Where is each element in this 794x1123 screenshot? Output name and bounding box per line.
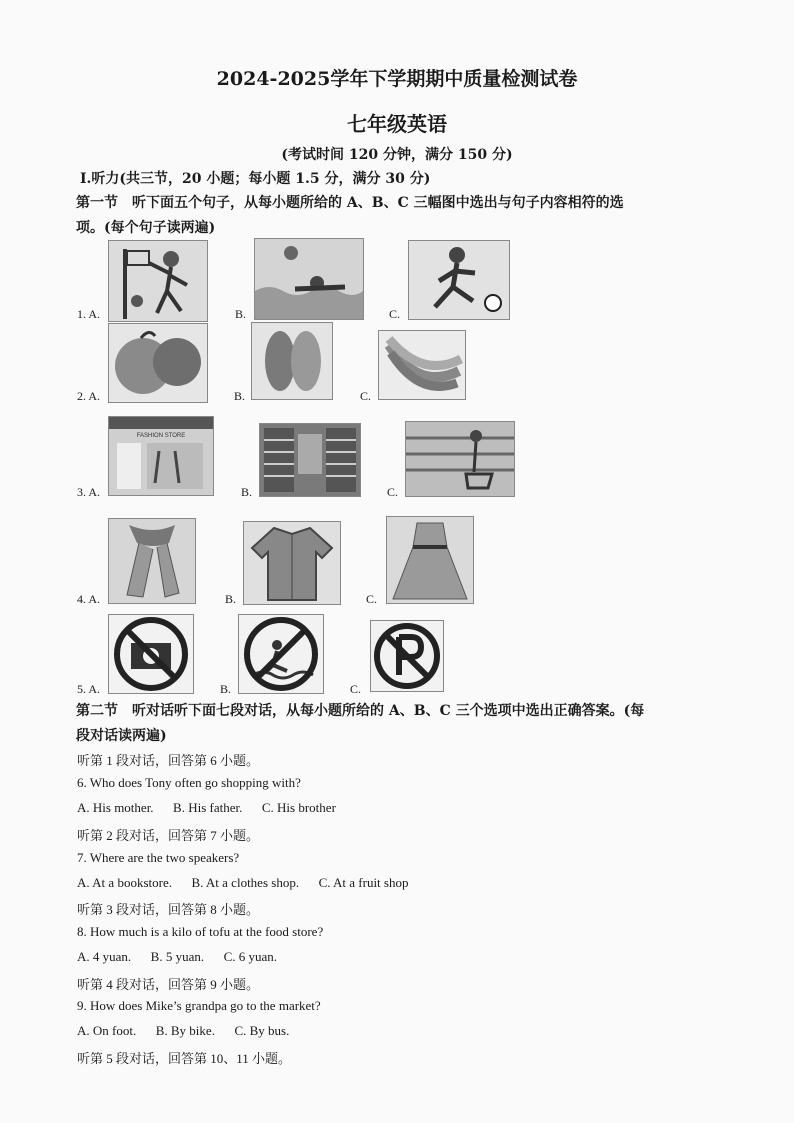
section1-instruction-line1: 第一节 听下面五个句子，从每小题所给的 A、B、C 三幅图中选出与句子内容相符的选 [76,195,624,211]
q5-option-a-label: 5. A. [77,682,101,696]
question-9: 9. How does Mike’s grandpa go to the market? [77,998,321,1013]
q1-option-a-label: 1. A. [77,307,101,321]
q5-option-b-label: B. [220,682,232,696]
question-7: 7. Where are the two speakers? [77,850,240,865]
section2-instruction-line1: 第二节 听对话听下面七段对话，从每小题所给的 A、B、C 三个选项中选出正确答案。(每 [76,703,645,719]
q3-option-a-label: 3. A. [77,485,101,499]
q5-option-c-label: C. [350,682,362,696]
boy-soccer-image [408,240,510,320]
dialogue-4-intro: 听第 4 段对话，回答第 9 小题。 [77,977,260,992]
bookstore-image [259,423,361,497]
q4-option-b-label: B. [225,592,237,606]
section1-instruction-line2: 项。(每个句子读两遍) [76,220,216,236]
dialogue-5-intro: 听第 5 段对话，回答第 10、11 小题。 [77,1051,292,1066]
q2-option-b-label: B. [234,389,246,403]
q3-option-c-label: C. [387,485,399,499]
subject-title: 七年级英语 [347,112,447,136]
scarf-image [108,518,196,604]
q1-option-b-label: B. [235,307,247,321]
dress-image [386,516,474,604]
question-9-options: A. On foot. B. By bike. C. By bus. [77,1023,290,1038]
store-sign-text: FASHION STORE [136,433,186,439]
no-photos-sign-image [108,614,194,694]
part1-heading: Ⅰ.听力(共三节，20 小题；每小题 1.5 分，满分 30 分) [80,171,431,187]
bananas-image [378,330,466,400]
q1-option-c-label: C. [389,307,401,321]
question-8-options: A. 4 yuan. B. 5 yuan. C. 6 yuan. [77,949,278,964]
exam-title: 2024-2025学年下学期期中质量检测试卷 [216,68,578,90]
section2-instruction-line2: 段对话读两遍) [76,728,167,744]
supermarket-image [405,421,515,497]
shirt-image [243,521,341,605]
fashion-store-image [108,416,214,496]
q3-option-b-label: B. [241,485,253,499]
question-8: 8. How much is a kilo of tofu at the food store? [77,924,324,939]
boy-basketball-image [108,240,208,322]
peaches-image [108,323,208,403]
boy-swimming-image [254,238,364,320]
q2-option-a-label: 2. A. [77,389,101,403]
q4-option-c-label: C. [366,592,378,606]
no-parking-sign-image [370,620,444,692]
dialogue-1-intro: 听第 1 段对话，回答第 6 小题。 [77,753,260,768]
mangoes-image [251,322,333,400]
q2-option-c-label: C. [360,389,372,403]
exam-info: (考试时间 120 分钟，满分 150 分) [281,147,513,163]
question-7-options: A. At a bookstore. B. At a clothes shop. C. At a fruit shop [77,875,409,890]
dialogue-3-intro: 听第 3 段对话，回答第 8 小题。 [77,902,260,917]
question-6-options: A. His mother. B. His father. C. His brother [77,800,336,815]
q4-option-a-label: 4. A. [77,592,101,606]
dialogue-2-intro: 听第 2 段对话，回答第 7 小题。 [77,828,260,843]
question-6: 6. Who does Tony often go shopping with? [77,775,301,790]
no-swimming-sign-image [238,614,324,694]
